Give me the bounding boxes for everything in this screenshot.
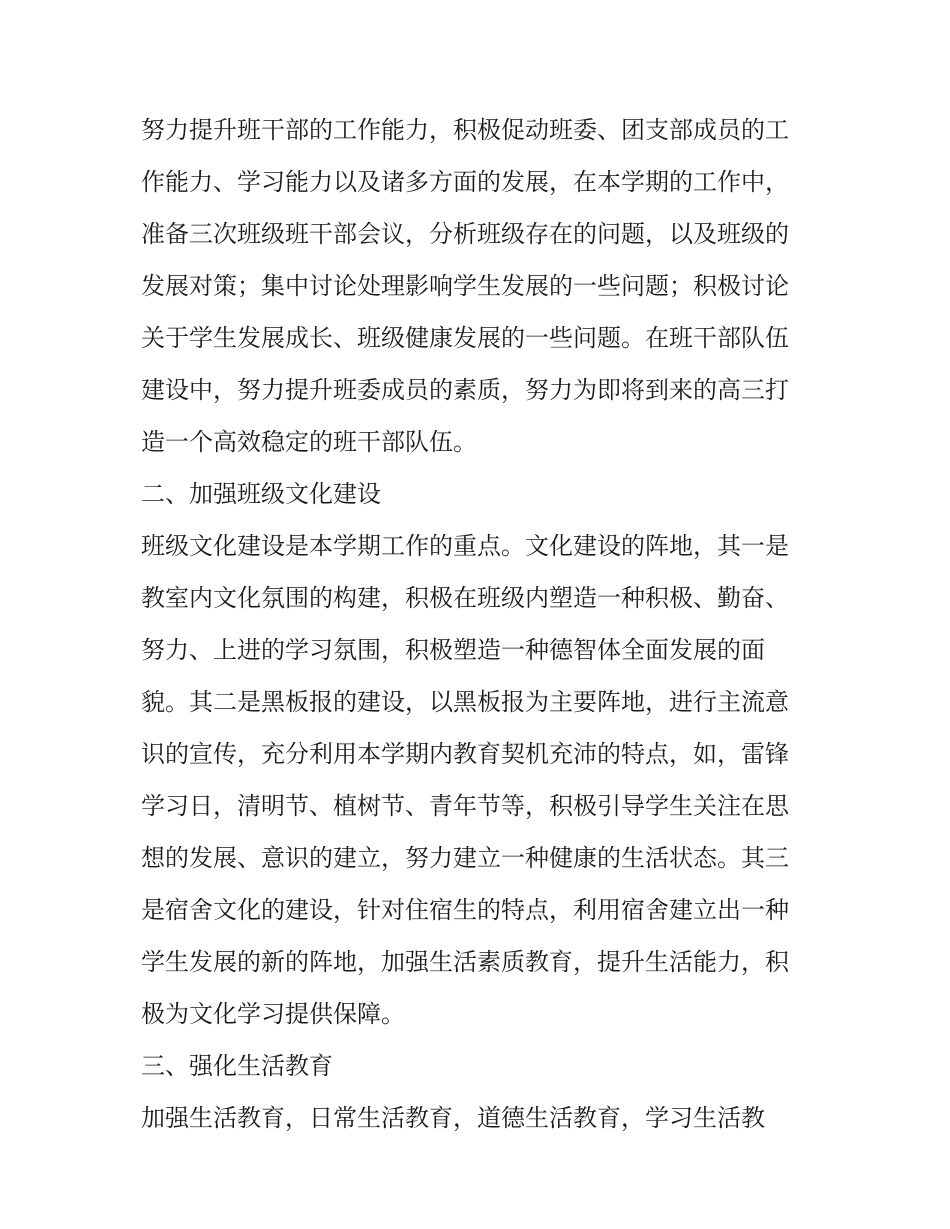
paragraph-line: 作能力、学习能力以及诸多方面的发展，在本学期的工作中， xyxy=(141,168,789,196)
paragraph-line: 准备三次班级班干部会议，分析班级存在的问题，以及班级的 xyxy=(141,220,789,248)
document-body xyxy=(141,104,813,1144)
paragraph-line: 努力提升班干部的工作能力，积极促动班委、团支部成员的工 xyxy=(141,116,789,144)
paragraph-line: 是宿舍文化的建设，针对住宿生的特点，利用宿舍建立出一种 xyxy=(141,896,789,924)
section-heading: 二、加强班级文化建设 xyxy=(141,480,381,508)
paragraph-line: 努力、上进的学习氛围，积极塑造一种德智体全面发展的面 xyxy=(141,636,765,664)
paragraph-line: 貌。其二是黑板报的建设，以黑板报为主要阵地，进行主流意 xyxy=(141,688,789,716)
paragraph-line: 识的宣传，充分利用本学期内教育契机充沛的特点，如，雷锋 xyxy=(141,740,789,768)
paragraph-line: 造一个高效稳定的班干部队伍。 xyxy=(141,428,477,456)
paragraph-line: 教室内文化氛围的构建，积极在班级内塑造一种积极、勤奋、 xyxy=(141,584,789,612)
section-heading: 三、强化生活教育 xyxy=(141,1052,333,1080)
paragraph-line: 学生发展的新的阵地，加强生活素质教育，提升生活能力，积 xyxy=(141,948,789,976)
paragraph-line: 班级文化建设是本学期工作的重点。文化建设的阵地，其一是 xyxy=(141,532,789,560)
paragraph-line: 关于学生发展成长、班级健康发展的一些问题。在班干部队伍 xyxy=(141,324,789,352)
paragraph-line: 想的发展、意识的建立，努力建立一种健康的生活状态。其三 xyxy=(141,844,789,872)
paragraph-line: 建设中，努力提升班委成员的素质，努力为即将到来的高三打 xyxy=(141,376,789,404)
paragraph-line: 发展对策；集中讨论处理影响学生发展的一些问题；积极讨论 xyxy=(141,272,789,300)
paragraph-line: 极为文化学习提供保障。 xyxy=(141,1000,405,1028)
paragraph-line: 学习日，清明节、植树节、青年节等，积极引导学生关注在思 xyxy=(141,792,789,820)
paragraph-line: 加强生活教育，日常生活教育，道德生活教育，学习生活教 xyxy=(141,1104,765,1132)
